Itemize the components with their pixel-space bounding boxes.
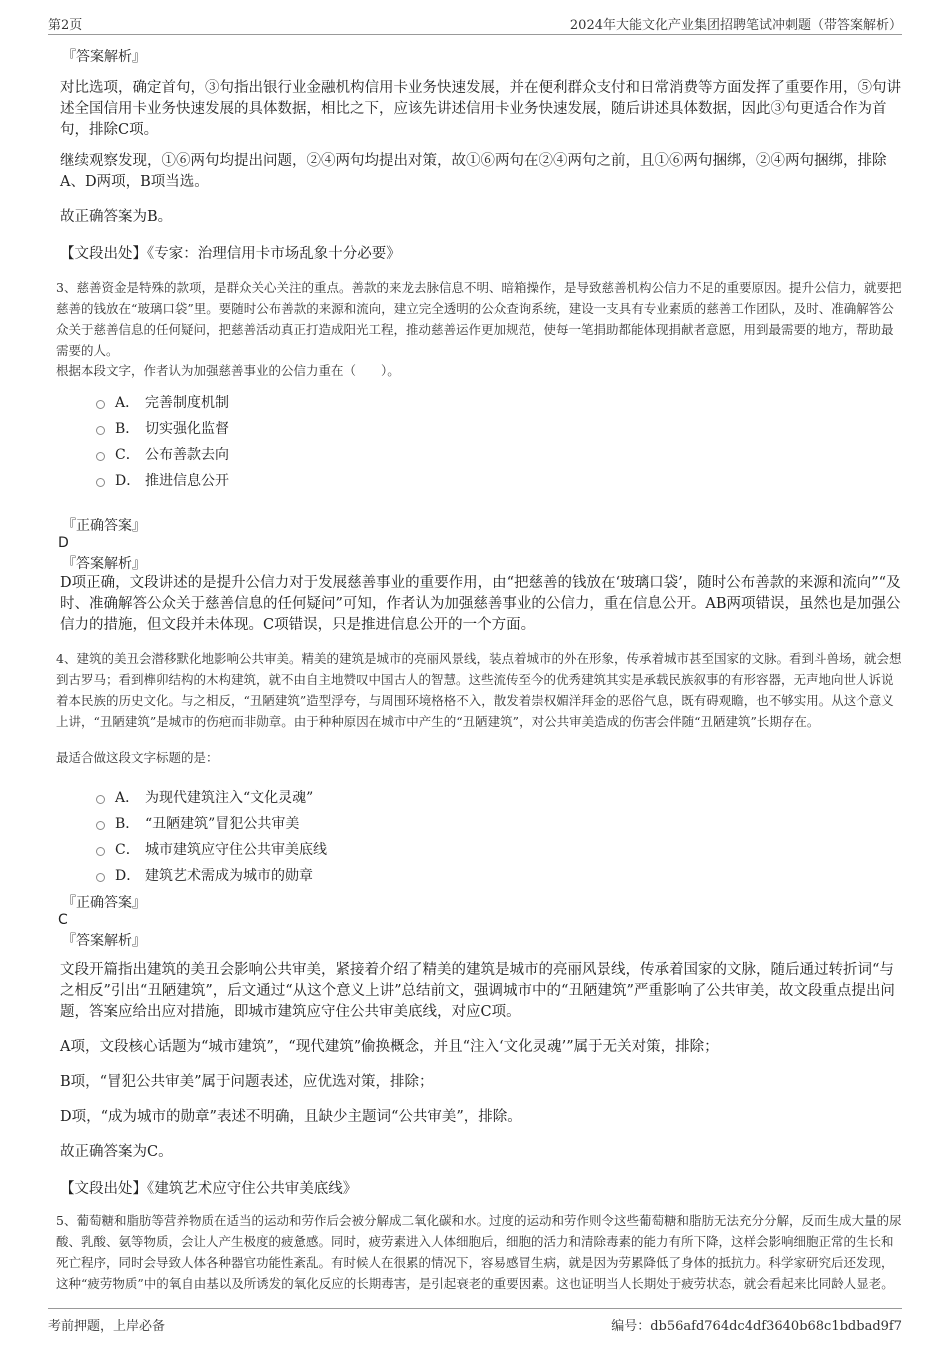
radio-button[interactable] [96, 847, 105, 856]
option-text: 建筑艺术需成为城市的勋章 [145, 868, 313, 884]
analysis-label: 『答案解析』 [62, 933, 146, 949]
correct-answer-label: 『正确答案』 [62, 895, 146, 911]
option-letter: C． [115, 842, 140, 858]
correct-answer-label: 『正确答案』 [62, 518, 146, 534]
analysis-paragraph: D项，“成为城市的勋章”表述不明确，且缺少主题词“公共审美”，排除。 [60, 1109, 522, 1125]
analysis-paragraph: B项，“冒犯公共审美”属于问题表述，应优选对策，排除； [60, 1074, 434, 1090]
option-text: 为现代建筑注入“文化灵魂” [145, 790, 314, 806]
page-header [48, 12, 902, 35]
analysis-label: 『答案解析』 [62, 556, 146, 572]
option-letter: B． [115, 816, 140, 832]
option-text: 完善制度机制 [145, 395, 229, 411]
option-c[interactable] [96, 441, 902, 467]
page-content [56, 44, 902, 1294]
source-citation: 【文段出处】《专家：治理信用卡市场乱象十分必要》 [60, 246, 401, 262]
radio-button[interactable] [96, 452, 105, 461]
option-list [96, 389, 902, 493]
option-letter: A． [115, 790, 140, 806]
radio-button[interactable] [96, 426, 105, 435]
option-b[interactable] [96, 810, 902, 836]
option-d[interactable] [96, 467, 902, 493]
option-text: 切实强化监督 [145, 421, 229, 437]
analysis-label: 『答案解析』 [62, 49, 146, 65]
radio-button[interactable] [96, 873, 105, 882]
option-text: 推进信息公开 [145, 473, 229, 489]
analysis-paragraph: 对比选项，确定首句，③句指出银行业金融机构信用卡业务快速发展，并在便利群众支付和日常消费等方面发挥了重要作用，⑤句讲述全国信用卡业务快速发展的具体数据，相比之下，应该先讲述信用卡业务快速发展，随后讲述具体数据，因此③句更适合作为首句，排除C项。 [60, 80, 901, 138]
question-text: 5、葡萄糖和脂肪等营养物质在适当的运动和劳作后会被分解成二氧化碳和水。过度的运动和劳作则令这些葡萄糖和脂肪无法充分分解，反而生成大量的尿酸、乳酸、氨等物质，会让人产生极度的疲惫感。同时，疲劳素进入人体细胞后，细胞的活力和清除毒素的能力有所下降，这样会影响细胞正常的生长和死亡程序，同时会导致人体各种器官功能性紊乱。有时候人在很累的情况下，容易感冒生病，就是因为劳累降低了身体的抵抗力。科学家研究后还发现，这种“疲劳物质”中的氧自由基以及所诱发的氧化反应的长期毒害，是引起衰老的重要因素。这也证明当人长期处于疲劳状态，就会看起来比同龄人显老。 [56, 1213, 902, 1291]
analysis-paragraph: 文段开篇指出建筑的美丑会影响公共审美，紧接着介绍了精美的建筑是城市的亮丽风景线，传承着国家的文脉，随后通过转折词“与之相反”引出“丑陋建筑”，后文通过“从这个意义上讲”总结前文，强调城市中的“丑陋建筑”严重影响了公共审美，故文段重点提出问题，答案应给出应对措施，即城市建筑应守住公共审美底线，对应C项。 [60, 962, 895, 1020]
document-id: 编号：db56afd764dc4df3640b68c1bdbad9f7 [611, 1319, 902, 1334]
correct-answer: D [58, 535, 69, 551]
option-letter: B． [115, 421, 140, 437]
question-3 [56, 277, 902, 636]
radio-button[interactable] [96, 478, 105, 487]
question-4 [56, 648, 902, 1198]
analysis-paragraph: 故正确答案为C。 [60, 1144, 173, 1160]
option-a[interactable] [96, 784, 902, 810]
option-list [96, 784, 902, 888]
document-title: 2024年大能文化产业集团招聘笔试冲刺题（带答案解析） [569, 18, 902, 33]
analysis-paragraph: 继续观察发现，①⑥两句均提出问题，②④两句均提出对策，故①⑥两句在②④两句之前，且①⑥两句捆绑，②④两句捆绑，排除A、D两项，B项当选。 [60, 153, 887, 190]
correct-answer: C [58, 912, 68, 928]
page-footer [48, 1308, 902, 1337]
radio-button[interactable] [96, 821, 105, 830]
question-5 [56, 1210, 902, 1294]
question-text: 3、慈善资金是特殊的款项，是群众关心关注的重点。善款的来龙去脉信息不明、暗箱操作，是导致慈善机构公信力不足的重要原因。提升公信力，就要把慈善的钱放在“玻璃口袋”里。要随时公布善款的来源和流向，建立完全透明的公众查询系统，建设一支具有专业素质的慈善工作团队，及时、准确解答公众关于慈善信息的任何疑问，把慈善活动真正打造成阳光工程，推动慈善运作更加规范，使每一笔捐助都能体现捐献者意愿，用到最需要的地方，帮助最需要的人。 [56, 280, 902, 358]
question-text: 4、建筑的美丑会潜移默化地影响公共审美。精美的建筑是城市的亮丽风景线，装点着城市的外在形象，传承着城市甚至国家的文脉。看到斗兽场，就会想到古罗马；看到榫卯结构的木构建筑，就不由自主地赞叹中国古人的智慧。这些流传至今的优秀建筑其实是承载民族叙事的有形容器，无声地向世人诉说着本民族的历史文化。与之相反，“丑陋建筑”造型浮夸，与周围环境格格不入，散发着崇权媚洋拜金的恶俗气息，既有碍观瞻，也不够实用。从这个意义上讲，“丑陋建筑”是城市的伤疤而非勋章。由于种种原因在城市中产生的“丑陋建筑”，对公共审美造成的伤害会伴随“丑陋建筑”长期存在。 [56, 651, 902, 729]
option-b[interactable] [96, 415, 902, 441]
radio-button[interactable] [96, 400, 105, 409]
source-citation: 【文段出处】《建筑艺术应守住公共审美底线》 [60, 1181, 358, 1197]
option-text: 公布善款去向 [145, 447, 229, 463]
option-a[interactable] [96, 389, 902, 415]
question-prompt: 根据本段文字，作者认为加强慈善事业的公信力重在（ ）。 [56, 363, 400, 378]
analysis-paragraph: 故正确答案为B。 [60, 209, 173, 225]
option-letter: D． [115, 868, 141, 884]
option-c[interactable] [96, 836, 902, 862]
footer-slogan: 考前押题，上岸必备 [48, 1319, 166, 1334]
page-number: 第2页 [48, 18, 83, 33]
option-letter: D． [115, 473, 141, 489]
option-d[interactable] [96, 862, 902, 888]
radio-button[interactable] [96, 795, 105, 804]
option-text: 城市建筑应守住公共审美底线 [145, 842, 327, 858]
analysis-paragraph: A项，文段核心话题为“城市建筑”，“现代建筑”偷换概念，并且“注入‘文化灵魂’”属于无关对策，排除； [60, 1039, 719, 1055]
question-prompt: 最适合做这段文字标题的是： [56, 750, 219, 765]
option-text: “丑陋建筑”冒犯公共审美 [145, 816, 300, 832]
option-letter: A． [115, 395, 140, 411]
analysis-paragraph: D项正确，文段讲述的是提升公信力对于发展慈善事业的重要作用，由“把慈善的钱放在‘玻璃口袋’，随时公布善款的来源和流向”“及时、准确解答公众关于慈善信息的任何疑问”可知，作者认为加强慈善事业的公信力，重在信息公开。AB两项错误，虽然也是加强公信力的措施，但文段并未体现。C项错误，只是推进信息公开的一个方面。 [60, 575, 901, 633]
option-letter: C． [115, 447, 140, 463]
